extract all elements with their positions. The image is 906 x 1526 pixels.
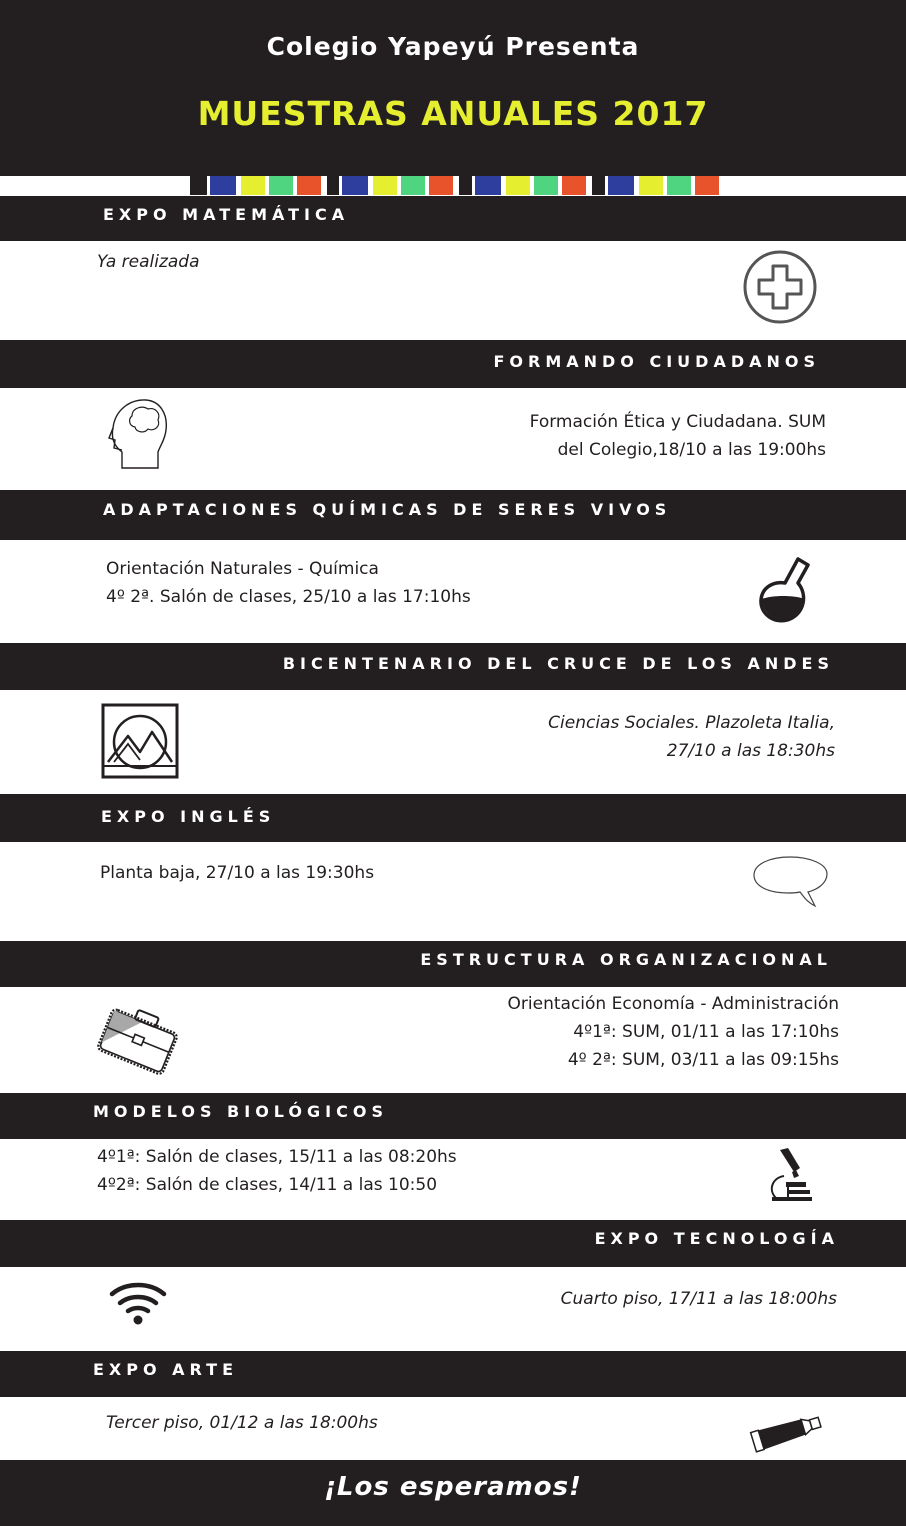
section-description: [561, 1285, 837, 1313]
section-title: BICENTENARIO DEL CRUCE DE LOS ANDES: [282, 654, 834, 673]
stripe-segment: [459, 176, 472, 195]
paint-tube-icon: [748, 1408, 826, 1456]
section-title: EXPO INGLÉS: [101, 807, 276, 826]
section-title: ADAPTACIONES QUÍMICAS DE SERES VIVOS: [103, 500, 672, 519]
wifi-icon: [108, 1280, 168, 1326]
section-description: [97, 248, 200, 276]
section-description: [530, 408, 826, 464]
section-band-estructura: [0, 941, 906, 987]
section-description: [508, 990, 839, 1074]
description-line: 4º 2ª. Salón de clases, 25/10 a las 17:10hs: [106, 587, 471, 607]
stripe-segment: [373, 176, 397, 195]
section-band-expo-matematica: [0, 196, 906, 241]
description-line: Ya realizada: [97, 252, 200, 272]
section-title: EXPO ARTE: [93, 1360, 238, 1379]
section-title: FORMANDO CIUDADANOS: [493, 352, 820, 371]
section-band-modelos-biologicos: [0, 1093, 906, 1139]
stripe-segment: [695, 176, 719, 195]
stripe-segment: [667, 176, 691, 195]
stripe-segment: [342, 176, 368, 195]
stripe-segment: [719, 176, 906, 195]
stripe-segment: [639, 176, 663, 195]
section-band-bicentenario: [0, 643, 906, 690]
stripe-segment: [0, 176, 190, 195]
stripe-segment: [429, 176, 453, 195]
flask-icon: [758, 555, 814, 625]
school-name: Colegio Yapeyú Presenta: [266, 32, 640, 61]
section-description: [100, 859, 374, 887]
section-title: EXPO TECNOLOGÍA: [594, 1229, 839, 1248]
description-line: 27/10 a las 18:30hs: [666, 741, 835, 761]
stripe-segment: [327, 176, 339, 195]
description-line: Tercer piso, 01/12 a las 18:00hs: [106, 1413, 378, 1433]
description-line: Cuarto piso, 17/11 a las 18:00hs: [560, 1289, 837, 1309]
section-title: ESTRUCTURA ORGANIZACIONAL: [420, 950, 832, 969]
stripe-segment: [534, 176, 558, 195]
header-banner: [0, 0, 906, 176]
footer-message: ¡Los esperamos!: [324, 1472, 582, 1502]
microscope-icon: [766, 1146, 814, 1202]
description-line: Orientación Naturales - Química: [106, 559, 379, 579]
stripe-segment: [269, 176, 293, 195]
section-band-expo-ingles: [0, 794, 906, 842]
description-line: Ciencias Sociales. Plazoleta Italia,: [548, 713, 835, 733]
section-description: [548, 709, 835, 765]
description-line: del Colegio,18/10 a las 19:00hs: [557, 440, 826, 460]
stripe-segment: [475, 176, 501, 195]
section-band-adaptaciones: [0, 490, 906, 540]
description-line: 4º1ª: SUM, 01/11 a las 17:10hs: [573, 1022, 839, 1042]
page-title: MUESTRAS ANUALES 2017: [197, 94, 709, 133]
briefcase-icon: [96, 998, 182, 1078]
section-band-formando-ciudadanos: [0, 340, 906, 388]
stripe-segment: [562, 176, 586, 195]
description-line: 4º1ª: Salón de clases, 15/11 a las 08:20hs: [97, 1147, 457, 1167]
description-line: Planta baja, 27/10 a las 19:30hs: [100, 863, 375, 883]
section-title: MODELOS BIOLÓGICOS: [93, 1102, 388, 1121]
speech-bubble-icon: [752, 854, 830, 908]
stripe-segment: [506, 176, 530, 195]
stripe-segment: [210, 176, 236, 195]
stripe-segment: [190, 176, 207, 195]
plus-circle-icon: [741, 250, 819, 325]
section-band-expo-tecnologia: [0, 1220, 906, 1267]
description-line: Orientación Economía - Administración: [507, 994, 839, 1014]
stripe-segment: [608, 176, 634, 195]
mountain-icon: [100, 702, 180, 780]
stripe-segment: [592, 176, 605, 195]
section-title: EXPO MATEMÁTICA: [103, 205, 350, 224]
section-description: [106, 1409, 378, 1437]
description-line: 4º2ª: Salón de clases, 14/11 a las 10:50: [97, 1175, 438, 1195]
description-line: Formación Ética y Ciudadana. SUM: [529, 412, 826, 432]
stripe-segment: [297, 176, 321, 195]
stripe-segment: [241, 176, 265, 195]
section-band-expo-arte: [0, 1351, 906, 1397]
head-thought-icon: [108, 396, 170, 470]
section-description: [106, 555, 471, 611]
section-description: [97, 1143, 457, 1199]
description-line: 4º 2ª: SUM, 03/11 a las 09:15hs: [567, 1050, 839, 1070]
stripe-segment: [401, 176, 425, 195]
